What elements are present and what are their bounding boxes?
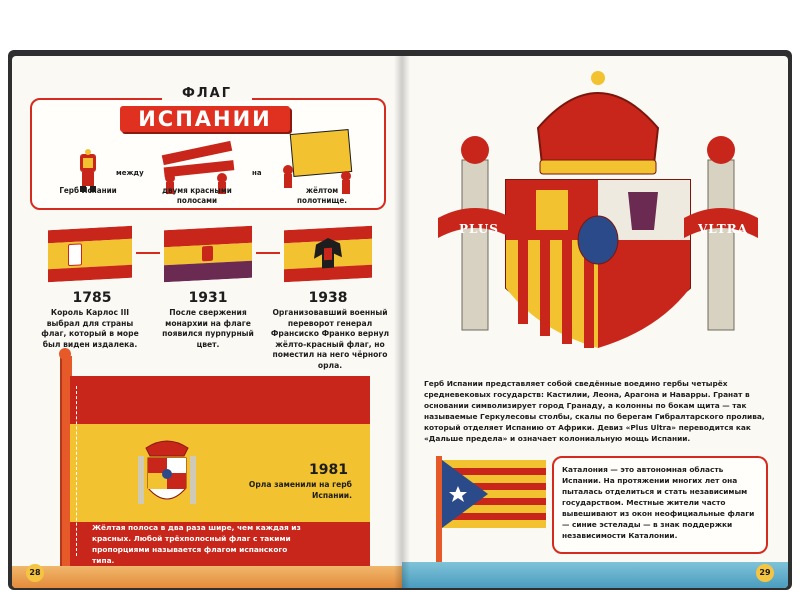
motto-right: VLTRA [698,222,748,236]
flag-1785 [48,226,132,282]
word-between: между [116,169,144,177]
estelada-flag [442,460,546,528]
caption-emblem: Герб Испании [59,186,117,195]
history-text-1785: Король Карлос III выбрал для страны флаг, который в море был виден издалека. [41,308,139,349]
proportion-marker [76,386,79,556]
year-1931: 1931 [188,290,228,306]
page-number-right: 29 [756,564,774,582]
coat-of-arms-large [428,68,768,358]
title-top: ФЛАГ [162,86,252,101]
catalonia-description: Каталония — это автономная область Испании. На протяжении многих лет она пыталась отделиться и стать независимым государством. Местные жители часто вывешивают из окон неофициальные флаги — синие эстелады — в знак поддержки независимости Каталонии. [562,465,755,540]
caption-red-stripes: двумя красными полосами [162,186,232,205]
pole-finial [59,348,71,360]
history-text-1938: Организовавший военный переворот генерал Франсиско Франко вернул жёлто-красный флаг, но поместил на него чёрного орла. [270,308,390,370]
proportion-note: Жёлтая полоса в два раза шире, чем каждая из красных. Любой трёхполосный флаг с такими пропорциями называется флагом испанского типа. [92,523,301,565]
year-1981: 1981 [309,462,348,478]
word-on: на [252,169,262,177]
coat-of-arms-small [132,434,202,514]
year-1938: 1938 [308,290,348,306]
page-number-left: 28 [26,564,44,582]
book-gutter [394,56,410,588]
arrow-1 [136,252,160,254]
year-1785: 1785 [72,290,112,306]
history-text-1931: После свержения монархии на флаге появился пурпурный цвет. [162,308,254,349]
coat-of-arms-description: Герб Испании представляет собой сведённые воедино гербы четырёх средневековых государств: Кастилии, Леона, Арагона и Наварры. Гранат в основании символизирует город Гранаду, а колонны по бокам щита — так называемые Геркулесовы столбы, скалы по берегам Гибралтарского пролива, который отделяет Испанию от Африки. Девиз «Plus Ultra» переводится как «Дальше предела» и означает колониальную мощь Испании. [424,379,765,443]
title-main: ИСПАНИИ [120,106,290,132]
motto-left: PLUS [459,222,499,236]
sea-right [402,562,788,588]
left-page [12,56,402,588]
flag-1938 [284,226,372,283]
history-text-1981: Орла заменили на герб Испании. [248,480,352,500]
right-page [402,56,788,588]
ground-left [12,566,402,588]
arrow-2 [256,252,280,254]
caption-yellow-field: жёлтом полотнище. [297,186,347,205]
flag-1931 [164,226,252,283]
